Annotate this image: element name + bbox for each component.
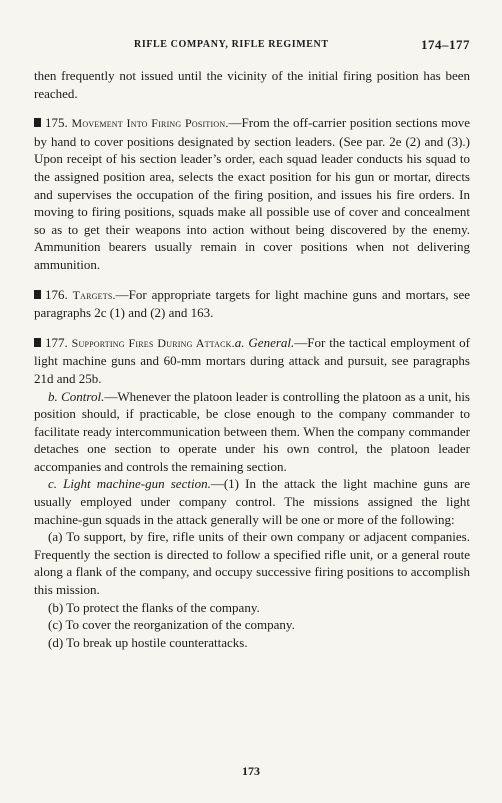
paragraph-heading: Targets. (72, 287, 116, 302)
subparagraph-b-text: —Whenever the platoon leader is controlling the platoon as a unit, his position should, if practicable, be close enough to the company commander to facilitate ready intercommunication between them. When the company commander detaches one section to operate under his own control, the platoon leader accompanies and controls the remaining section. (34, 388, 470, 474)
paragraph-text: —From the off-carrier position sections move by hand to cover positions designated by section leaders. (See par. 2e (2) and (3).) Upon receipt of his section leader’s order, each squad leader conducts his squad to the assigned position area, selects the exact position for his gun or mortar, directs and supervises the occupation of the firing position, and issues his fire orders. In moving to firing positions, squads make all possible use of cover and concealment so as to get their weapons into action without being discovered by the enemy. Ammunition bearers usually remain in cover positions when not delivering ammunition. (34, 115, 471, 272)
subparagraph-b-label: b. Control. (48, 388, 105, 404)
section-marker-icon (34, 118, 41, 127)
list-item-a: (a) To support, by fire, rifle units of their own company or adjacent companies. Frequently the section is directed to follow a specified rifle unit, or a general route along a flank of the company, and occupy successive firing positions to accomplish this mission. (34, 529, 470, 598)
paragraph-heading: Supporting Fires During Attack. (71, 335, 235, 350)
running-head: RIFLE COMPANY, RIFLE REGIMENT (134, 39, 329, 50)
section-marker-icon (34, 338, 41, 347)
body-text (34, 67, 470, 651)
paragraph-text: —For appropriate targets for light machine guns and mortars, see paragraphs 2c (1) and (2) and 163. (34, 286, 471, 321)
subparagraph-c (34, 475, 470, 528)
paragraph-number: 177. (45, 334, 68, 350)
subparagraph-c-label: c. Light machine-gun section. (48, 476, 211, 492)
section-marker-icon (34, 290, 41, 299)
page-header (34, 39, 470, 55)
page-number: 173 (242, 764, 260, 778)
subparagraph-c-text: —(1) In the attack the light machine guns are usually employed under company control. The missions assigned the light machine-gun squads in the attack generally will be one or more of the following: (34, 476, 470, 527)
list-item-d: (d) To break up hostile counterattacks. (48, 634, 248, 650)
list-item-b: (b) To protect the flanks of the company. (48, 599, 260, 615)
paragraph-175 (34, 114, 470, 273)
subparagraph-a-label: a. General. (234, 334, 295, 350)
list-item-c: (c) To cover the reorganization of the company. (48, 617, 295, 633)
paragraph-range: 174–177 (421, 37, 470, 52)
paragraph-number: 175. (45, 115, 68, 131)
paragraph-177 (34, 334, 470, 388)
paragraph-176 (34, 286, 470, 322)
carryover-paragraph: then frequently not issued until the vicinity of the initial firing position has been reached. (34, 68, 470, 101)
paragraph-heading: Movement Into Firing Position. (71, 116, 229, 131)
subparagraph-a-text: —For the tactical employment of light machine guns and 60-mm mortars during attack and pursuit, see paragraphs 21d and 25b. (34, 334, 471, 386)
subparagraph-b (34, 388, 470, 476)
paragraph-number: 176. (45, 286, 68, 302)
